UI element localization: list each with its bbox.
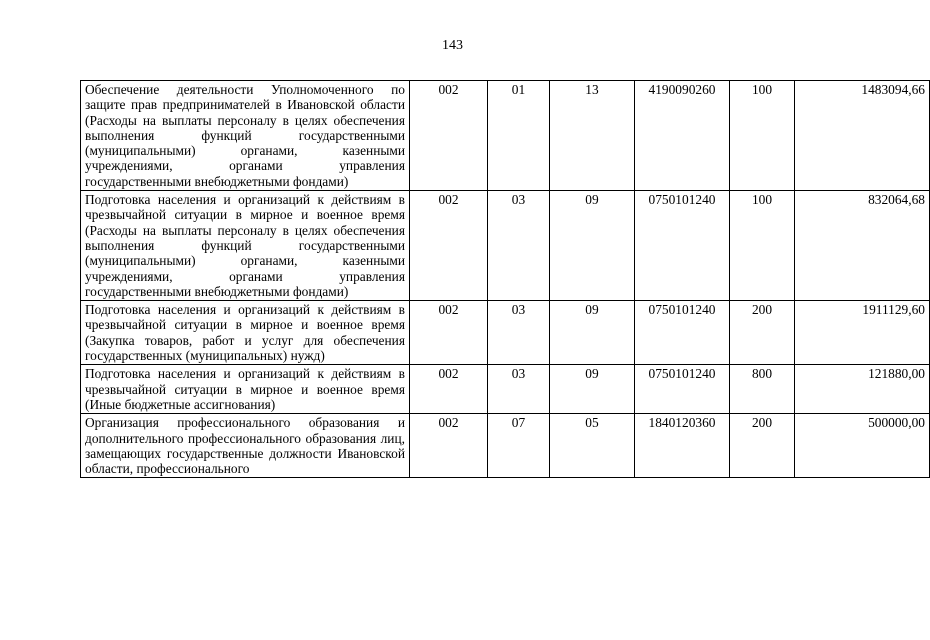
- row-admin-code: 002: [410, 365, 488, 414]
- page-number: 143: [442, 38, 463, 53]
- row-amount: 121880,00: [795, 365, 930, 414]
- row-section-code: 07: [488, 414, 550, 478]
- row-section-code: 03: [488, 365, 550, 414]
- row-amount: 1911129,60: [795, 301, 930, 365]
- budget-table: [80, 80, 930, 478]
- row-expense-type: 200: [730, 301, 795, 365]
- row-expense-type: 100: [730, 81, 795, 191]
- row-subsection-code: 09: [550, 365, 635, 414]
- row-section-code: 03: [488, 301, 550, 365]
- row-target-code: 0750101240: [635, 191, 730, 301]
- row-admin-code: 002: [410, 301, 488, 365]
- row-target-code: 0750101240: [635, 365, 730, 414]
- row-target-code: 0750101240: [635, 301, 730, 365]
- row-admin-code: 002: [410, 81, 488, 191]
- table-row: [81, 301, 930, 365]
- row-description: Подготовка населения и организаций к действиям в чрезвычайной ситуации в мирное и военное время (Иные бюджетные ассигнования): [81, 365, 410, 414]
- row-amount: 500000,00: [795, 414, 930, 478]
- row-section-code: 03: [488, 191, 550, 301]
- row-description: Подготовка населения и организаций к действиям в чрезвычайной ситуации в мирное и военное время (Расходы на выплаты персоналу в целях обеспечения выполнения функций государственными (муниципальными) органами, казенными учреждениями, органами управления государственными внебюджетными фондами): [81, 191, 410, 301]
- row-amount: 1483094,66: [795, 81, 930, 191]
- row-target-code: 4190090260: [635, 81, 730, 191]
- table-row: [81, 365, 930, 414]
- row-expense-type: 200: [730, 414, 795, 478]
- row-subsection-code: 09: [550, 301, 635, 365]
- row-description: Обеспечение деятельности Уполномоченного по защите прав предпринимателей в Ивановской области (Расходы на выплаты персоналу в целях обеспечения выполнения функций государственными (муниципальными) органами, казенными учреждениями, органами управления государственными внебюджетными фондами): [81, 81, 410, 191]
- row-description: Подготовка населения и организаций к действиям в чрезвычайной ситуации в мирное и военное время (Закупка товаров, работ и услуг для обеспечения государственных (муниципальных) нужд): [81, 301, 410, 365]
- row-subsection-code: 09: [550, 191, 635, 301]
- table-row: [81, 81, 930, 191]
- table-row: [81, 414, 930, 478]
- row-expense-type: 100: [730, 191, 795, 301]
- row-section-code: 01: [488, 81, 550, 191]
- row-subsection-code: 05: [550, 414, 635, 478]
- row-target-code: 1840120360: [635, 414, 730, 478]
- row-subsection-code: 13: [550, 81, 635, 191]
- row-admin-code: 002: [410, 414, 488, 478]
- row-admin-code: 002: [410, 191, 488, 301]
- row-amount: 832064,68: [795, 191, 930, 301]
- row-description: Организация профессионального образования и дополнительного профессионального образования лиц, замещающих государственные должности Ивановской области, профессионального: [81, 414, 410, 478]
- table-row: [81, 191, 930, 301]
- row-expense-type: 800: [730, 365, 795, 414]
